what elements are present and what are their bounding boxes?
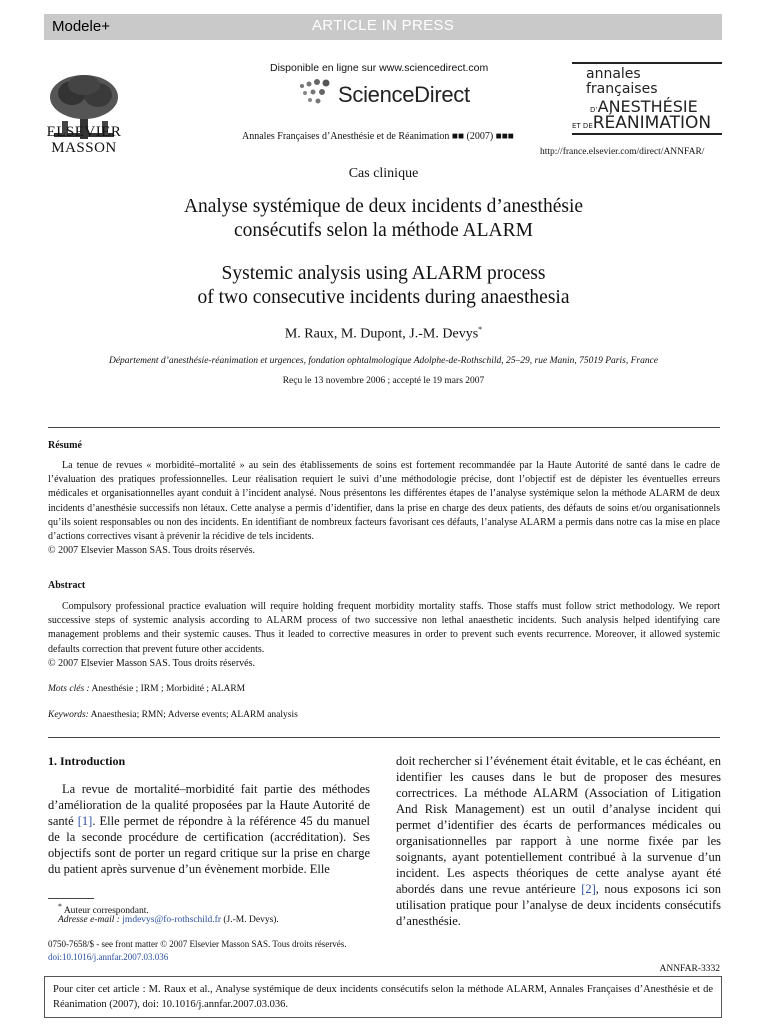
introduction-left-text-b: . Elle permet de répondre à la référence 45 du manuel de la seconde procédure de certification (accréditation). Ses objectifs sont de porter un regard critique sur la prise en charge du patient après survenue d’un évènement morbide. Elle bbox=[48, 814, 371, 876]
divider-middle bbox=[48, 737, 720, 738]
email-suffix: (J.-M. Devys). bbox=[223, 915, 279, 925]
journal-url-link[interactable]: http://france.elsevier.com/direct/ANNFAR/ bbox=[540, 147, 705, 157]
sciencedirect-wordmark: ScienceDirect bbox=[338, 82, 470, 107]
journal-logo-line3-prefix: D’ bbox=[590, 106, 598, 114]
title-french-line1: Analyse systémique de deux incidents d’anesthésie bbox=[183, 196, 584, 217]
modele-label: Modele+ bbox=[52, 18, 110, 35]
publisher-name-line1: ELSEVIER bbox=[46, 124, 122, 140]
introduction-right-text-a: doit rechercher si l’événement était évitable, et le cas échéant, en identifier les causes dans le but de proposer des mesures correctrices. La méthode ALARM (Association of Litigation And Risk Management) est un outil d’analyse incident qui permet d’identifier des écarts de performances médicales ou organisationnelles par rapport à une norme fixée par les soignants, ayant potentiellement contribué à la survenue d’un incident. Les aspects théoriques de cette analyse ayant été abordés dans une revue antérieure bbox=[396, 754, 721, 896]
received-accepted-dates: Reçu le 13 novembre 2006 ; accepté le 19 mars 2007 bbox=[282, 376, 485, 386]
citation-box: Pour citer cet article : M. Raux et al., Analyse systémique de deux incidents consécutifs selon la méthode ALARM, Annales Françaises d’Anesthésie et de Réanimation (2007), doi: 10.1016/j.annfar.2007.03.036. bbox=[44, 976, 722, 1018]
article-type: Cas clinique bbox=[348, 166, 419, 181]
journal-reference: Annales Françaises d’Anesthésie et de Réanimation ■■ (2007) ■■■ bbox=[242, 131, 514, 142]
keywords-english-list: Anaesthesia; RMN; Adverse events; ALARM analysis bbox=[90, 710, 298, 720]
footnote-email bbox=[58, 915, 279, 925]
publisher-name bbox=[44, 124, 124, 156]
introduction-left-column bbox=[48, 781, 370, 877]
journal-logo-bottom-rule bbox=[572, 133, 722, 135]
divider-top bbox=[48, 427, 720, 428]
article-in-press-label: ARTICLE IN PRESS bbox=[311, 17, 455, 34]
affiliation: Département d’anesthésie-réanimation et urgences, fondation ophtalmologique Adolphe-de-Rothschild, 25–29, rue Manin, 75019 Paris, France bbox=[108, 356, 659, 366]
issn-line: 0750-7658/$ - see front matter © 2007 Elsevier Masson SAS. Tous droits réservés. bbox=[48, 939, 347, 949]
doi-link[interactable]: doi:10.1016/j.annfar.2007.03.036 bbox=[48, 952, 169, 962]
keywords-english-label: Keywords: bbox=[48, 710, 89, 720]
abstract-heading: Abstract bbox=[48, 580, 86, 591]
keywords-french bbox=[48, 684, 720, 694]
introduction-left-text-a: La revue de mortalité–morbidité fait partie des méthodes d’amélioration de la qualité proposées par la Haute Autorité de santé bbox=[48, 782, 370, 828]
journal-logo-line4 bbox=[572, 113, 711, 133]
introduction-left-paragraph bbox=[48, 781, 370, 877]
introduction-right-column bbox=[396, 753, 721, 929]
email-link[interactable]: jmdevys@fo-rothschild.fr bbox=[122, 915, 222, 925]
keywords-english bbox=[48, 710, 720, 720]
footnote-text: Auteur correspondant. bbox=[63, 906, 149, 917]
corresponding-author-mark: * bbox=[478, 325, 483, 334]
journal-logo-top-rule bbox=[572, 62, 722, 64]
authors bbox=[0, 325, 767, 343]
abstract-copyright: © 2007 Elsevier Masson SAS. Tous droits réservés. bbox=[48, 657, 255, 669]
resume-heading: Résumé bbox=[48, 440, 82, 451]
title-english bbox=[60, 262, 707, 310]
manuscript-code: ANNFAR-3332 bbox=[659, 964, 720, 974]
author-list: M. Raux, M. Dupont, J.-M. Devys bbox=[284, 326, 479, 342]
keywords-french-label: Mots clés : bbox=[48, 684, 90, 694]
publisher-name-line2: MASSON bbox=[51, 140, 117, 156]
reference-link-2[interactable]: [2] bbox=[581, 882, 596, 896]
email-label: Adresse e-mail : bbox=[58, 915, 120, 925]
introduction-heading: 1. Introduction bbox=[48, 754, 126, 768]
article-status-bar bbox=[44, 14, 722, 40]
sciencedirect-availability: Disponible en ligne sur www.sciencedirect.com bbox=[270, 62, 489, 74]
introduction-right-text-b: , nous exposons ici son utilisation pratique pour l’analyse de deux incidents consécutifs d’anesthésie. bbox=[396, 882, 722, 928]
journal-logo-line4-prefix: ET DE bbox=[572, 122, 593, 130]
resume-body bbox=[48, 459, 720, 558]
abstract-body bbox=[48, 600, 720, 671]
introduction-right-paragraph bbox=[396, 753, 721, 929]
resume-text: La tenue de revues « morbidité–mortalité » au sein des établissements de soins est fortement recommandée par la Haute Autorité de santé dans le cadre de l’évaluation des pratiques professionnelles. Leur réalisation requiert le suivi d’une méthodologie précise, dont l’objectif est de dépister les éventuelles erreurs médicales et organisationnelles ayant conduit à l’incident analysé. Nous présentons les différentes étapes de l’analyse systémique selon la méthode ALARM de deux incidents d’anesthésie successifs non létaux. Cette analyse a permis d’identifier, dans la prise en charge des deux patients, des défauts de soins et/ou organisationnels qu’ils soient responsables ou non des incidents. En identifiant de nombreux facteurs favorisant ces défauts, l’analyse ALARM a permis dans notre cas la mise en place d’actions correctives visant à prévenir la récidive de tels incidents. bbox=[48, 460, 720, 543]
resume-copyright: © 2007 Elsevier Masson SAS. Tous droits réservés. bbox=[48, 545, 255, 557]
abstract-text: Compulsory professional practice evaluation will require holding frequent morbidity mortality staffs. Those staffs must follow strict methodology. We report successive steps of systemic analysis according to ALARM process of two successive non lethal anaesthetic incidents. Such analysis helped identifying care management problems and their systemic causes. Thus it leaded to corrective measures in order to prevent such events recurrence. Moreover, it allowed systemic defaults correction that prevent future other accidents. bbox=[48, 601, 720, 655]
reference-link-1[interactable]: [1] bbox=[77, 814, 93, 828]
journal-logo-line2: françaises bbox=[586, 81, 658, 97]
sciencedirect-dots-icon bbox=[296, 76, 336, 108]
footnote-rule bbox=[48, 898, 94, 899]
journal-logo-line4-text: RÉANIMATION bbox=[592, 113, 712, 133]
title-english-line2: of two consecutive incidents during anaesthesia bbox=[197, 287, 570, 308]
title-french bbox=[60, 195, 707, 243]
footnote-mark: * bbox=[58, 902, 62, 911]
title-french-line2: consécutifs selon la méthode ALARM bbox=[234, 220, 533, 241]
journal-logo-line1: annales bbox=[586, 66, 641, 82]
journal-logo-line3-text: ANESTHÉSIE bbox=[597, 97, 698, 116]
title-english-line1: Systemic analysis using ALARM process bbox=[221, 263, 546, 284]
keywords-french-list: Anesthésie ; IRM ; Morbidité ; ALARM bbox=[91, 684, 246, 694]
